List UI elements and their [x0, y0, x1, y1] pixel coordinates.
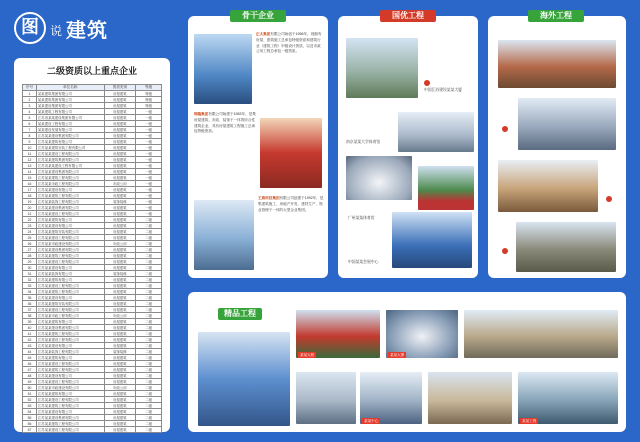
row-name: 江苏某某建设集团有限公司 — [36, 247, 104, 253]
row-index: 11 — [23, 151, 37, 157]
row-type: 房屋建筑 — [104, 427, 136, 433]
row-type: 房屋建筑 — [104, 331, 136, 337]
row-grade: 一级 — [136, 157, 162, 163]
enterprise-list-panel — [14, 58, 170, 432]
row-name: 某某建设集团有限公司 — [36, 103, 104, 109]
row-grade: 二级 — [136, 319, 162, 325]
row-index: 44 — [23, 349, 37, 355]
row-type: 房屋建筑 — [104, 229, 136, 235]
header-grade: 等级 — [136, 85, 162, 91]
excellent-caption-2: 南京某某大学体育馆 — [346, 140, 381, 144]
row-index: 3 — [23, 103, 37, 109]
row-name: 江苏某某建筑有限公司 — [36, 277, 104, 283]
row-name: 江苏某某建设有限公司 — [36, 295, 104, 301]
enterprise-table — [22, 84, 162, 433]
row-type: 房屋建筑 — [104, 253, 136, 259]
row-grade: 一级 — [136, 127, 162, 133]
row-name: 江苏某某建筑有限公司 — [36, 217, 104, 223]
row-name: 江苏某某市政建设有限公司 — [36, 385, 104, 391]
header-small-text: 说 — [50, 24, 63, 38]
row-grade: 二级 — [136, 421, 162, 427]
quality-photo-6 — [360, 372, 422, 424]
row-index: 21 — [23, 211, 37, 217]
excellent-title: 国优工程 — [380, 10, 436, 22]
row-grade: 二级 — [136, 241, 162, 247]
row-index: 12 — [23, 157, 37, 163]
row-grade: 一级 — [136, 163, 162, 169]
row-index: 56 — [23, 421, 37, 427]
overseas-photo-4 — [516, 222, 616, 272]
row-type: 房屋建筑 — [104, 103, 136, 109]
backbone-text-3: 王威科技集团有限公司创建于1992年，是集建筑施工、房地产开发、建材生产、物业管理于一体的大型企业集团。 — [258, 196, 324, 212]
row-grade: 二级 — [136, 277, 162, 283]
row-type: 房屋建筑 — [104, 343, 136, 349]
row-name: 江苏某某建设工程有限公司 — [36, 337, 104, 343]
row-name: 江苏某某建筑安装有限公司 — [36, 301, 104, 307]
quality-photo-5 — [296, 372, 356, 424]
row-index: 50 — [23, 385, 37, 391]
row-grade: 二级 — [136, 409, 162, 415]
row-name: 江苏某某建筑有限公司 — [36, 391, 104, 397]
row-name: 江苏某某建设工程有限公司 — [36, 427, 104, 433]
row-index: 37 — [23, 307, 37, 313]
row-grade: 二级 — [136, 229, 162, 235]
row-index: 26 — [23, 241, 37, 247]
row-name: 某某建筑集团有限公司 — [36, 91, 104, 97]
row-grade: 一级 — [136, 169, 162, 175]
header-index: 序号 — [23, 85, 37, 91]
overseas-photo-3 — [498, 160, 598, 212]
row-index: 38 — [23, 313, 37, 319]
overseas-photo-2 — [518, 98, 616, 150]
row-type: 市政公用 — [104, 181, 136, 187]
row-grade: 二级 — [136, 325, 162, 331]
row-index: 42 — [23, 337, 37, 343]
row-name: 江苏某某建设工程有限公司 — [36, 151, 104, 157]
row-name: 江苏某某建筑有限公司 — [36, 319, 104, 325]
table-row — [23, 427, 162, 433]
row-name: 江苏某某建筑工程有限公司 — [36, 289, 104, 295]
row-grade: 二级 — [136, 259, 162, 265]
row-type: 房屋建筑 — [104, 217, 136, 223]
row-type: 房屋建筑 — [104, 367, 136, 373]
row-name: 江苏某某建设集团有限公司 — [36, 205, 104, 211]
row-index: 35 — [23, 295, 37, 301]
overseas-pointer-1 — [502, 126, 508, 132]
row-type: 房屋建筑 — [104, 403, 136, 409]
row-name: 江苏某某建设工程有限公司 — [36, 379, 104, 385]
quality-caption-2: 某某大厦 — [390, 353, 405, 357]
row-grade: 一级 — [136, 193, 162, 199]
row-index: 30 — [23, 265, 37, 271]
row-grade: 二级 — [136, 235, 162, 241]
page-title: 建筑 — [66, 20, 108, 42]
row-index: 57 — [23, 427, 37, 433]
row-index: 20 — [23, 205, 37, 211]
row-name: 江苏某某市政工程有限公司 — [36, 181, 104, 187]
row-index: 31 — [23, 271, 37, 277]
excellent-caption-3: 广州某某体育馆 — [348, 216, 375, 220]
row-index: 45 — [23, 355, 37, 361]
header-type: 资质类别 — [104, 85, 136, 91]
row-index: 6 — [23, 121, 37, 127]
backbone-photo-3 — [194, 200, 254, 270]
quality-caption-3: 某某中心 — [364, 419, 379, 423]
row-index: 25 — [23, 235, 37, 241]
row-index: 15 — [23, 175, 37, 181]
row-name: 江苏某某建设有限公司 — [36, 343, 104, 349]
row-grade: 二级 — [136, 307, 162, 313]
row-type: 房屋建筑 — [104, 169, 136, 175]
row-type: 房屋建筑 — [104, 175, 136, 181]
row-grade: 一级 — [136, 133, 162, 139]
row-type: 装饰装修 — [104, 199, 136, 205]
row-grade: 一级 — [136, 121, 162, 127]
quality-title: 精品工程 — [218, 308, 262, 320]
row-grade: 二级 — [136, 349, 162, 355]
row-index: 9 — [23, 139, 37, 145]
header — [12, 12, 172, 48]
row-type: 房屋建筑 — [104, 211, 136, 217]
row-grade: 二级 — [136, 283, 162, 289]
row-grade: 一级 — [136, 199, 162, 205]
row-grade: 一级 — [136, 139, 162, 145]
row-grade: 二级 — [136, 379, 162, 385]
row-grade: 二级 — [136, 217, 162, 223]
row-name: 江苏省某某建设工程有限公司 — [36, 163, 104, 169]
row-type: 房屋建筑 — [104, 157, 136, 163]
row-grade: 一级 — [136, 145, 162, 151]
row-name: 江苏省某某建设集团有限公司 — [36, 115, 104, 121]
row-index: 4 — [23, 109, 37, 115]
row-type: 房屋建筑 — [104, 115, 136, 121]
overseas-panel — [488, 11, 626, 278]
quality-photo-2 — [296, 310, 380, 358]
row-index: 10 — [23, 145, 37, 151]
row-name: 江苏某某建设工程有限公司 — [36, 259, 104, 265]
excellent-caption-4: 中国某某会展中心 — [348, 260, 379, 264]
quality-caption-1: 某某大桥 — [300, 353, 315, 357]
row-name: 江苏某某建设有限公司 — [36, 373, 104, 379]
row-name: 江苏某某建设有限公司 — [36, 265, 104, 271]
row-grade: 一级 — [136, 151, 162, 157]
row-name: 江苏某某建筑工程有限公司 — [36, 175, 104, 181]
row-name: 江苏某某建筑安装有限公司 — [36, 229, 104, 235]
row-name: 江苏某某建设集团有限公司 — [36, 133, 104, 139]
row-type: 房屋建筑 — [104, 307, 136, 313]
row-name: 某某建筑集团有限公司 — [36, 97, 104, 103]
row-name: 江苏某某市政工程有限公司 — [36, 313, 104, 319]
excellent-photo-3 — [346, 156, 412, 200]
backbone-text-1: 正太集团有限公司始创于1956年，现拥有房屋、建筑施工总承包特级资质和建筑行业（建筑工程）甲级设计资质，以及市政公用工程总承包一级资质。 — [256, 32, 322, 54]
row-index: 55 — [23, 415, 37, 421]
row-grade: 二级 — [136, 253, 162, 259]
row-type: 房屋建筑 — [104, 277, 136, 283]
row-index: 28 — [23, 253, 37, 259]
backbone-panel — [188, 11, 328, 278]
overseas-title: 海外工程 — [528, 10, 584, 22]
row-type: 房屋建筑 — [104, 121, 136, 127]
row-grade: 二级 — [136, 247, 162, 253]
row-grade: 二级 — [136, 355, 162, 361]
row-grade: 二级 — [136, 361, 162, 367]
quality-caption-4: 某某工程 — [522, 419, 537, 423]
row-type: 房屋建筑 — [104, 397, 136, 403]
row-name: 江苏某某建筑集团有限公司 — [36, 157, 104, 163]
row-grade: 二级 — [136, 289, 162, 295]
row-grade: 二级 — [136, 397, 162, 403]
row-name: 某某建设发展有限公司 — [36, 127, 104, 133]
row-grade: 二级 — [136, 373, 162, 379]
row-index: 53 — [23, 403, 37, 409]
row-name: 江苏某某建筑工程有限公司 — [36, 193, 104, 199]
row-name: 江苏某某建设工程有限公司 — [36, 361, 104, 367]
row-index: 19 — [23, 199, 37, 205]
row-index: 34 — [23, 289, 37, 295]
row-type: 装饰装修 — [104, 349, 136, 355]
backbone-photo-1 — [194, 34, 252, 104]
row-name: 江苏某某建设集团有限公司 — [36, 325, 104, 331]
row-type: 房屋建筑 — [104, 283, 136, 289]
excellent-photo-1 — [346, 38, 418, 98]
row-name: 某某建设工程有限公司 — [36, 121, 104, 127]
row-index: 27 — [23, 247, 37, 253]
row-type: 房屋建筑 — [104, 325, 136, 331]
quality-photo-1 — [198, 332, 290, 426]
list-title: 二级资质以上重点企业 — [46, 66, 137, 76]
quality-panel — [188, 292, 626, 432]
row-index: 23 — [23, 223, 37, 229]
row-type: 房屋建筑 — [104, 379, 136, 385]
row-grade: 二级 — [136, 271, 162, 277]
row-type: 房屋建筑 — [104, 151, 136, 157]
row-index: 52 — [23, 397, 37, 403]
row-type: 装饰装修 — [104, 271, 136, 277]
quality-photo-7 — [428, 372, 512, 424]
row-name: 江苏某某建筑工程有限公司 — [36, 253, 104, 259]
row-name: 江苏某某建设工程有限公司 — [36, 235, 104, 241]
row-type: 房屋建筑 — [104, 319, 136, 325]
row-grade: 一级 — [136, 205, 162, 211]
quality-photo-8 — [518, 372, 618, 424]
row-type: 房屋建筑 — [104, 97, 136, 103]
row-type: 房屋建筑 — [104, 355, 136, 361]
row-type: 房屋建筑 — [104, 163, 136, 169]
row-grade: 一级 — [136, 181, 162, 187]
row-type: 市政公用 — [104, 313, 136, 319]
overseas-pointer-3 — [502, 248, 508, 254]
row-grade: 一级 — [136, 187, 162, 193]
row-grade: 二级 — [136, 427, 162, 433]
row-index: 22 — [23, 217, 37, 223]
row-type: 市政公用 — [104, 241, 136, 247]
row-index: 49 — [23, 379, 37, 385]
excellent-photo-5 — [392, 212, 472, 268]
row-type: 房屋建筑 — [104, 109, 136, 115]
row-grade: 二级 — [136, 295, 162, 301]
row-index: 13 — [23, 163, 37, 169]
row-index: 47 — [23, 367, 37, 373]
row-name: 江苏某某建设集团有限公司 — [36, 415, 104, 421]
row-grade: 二级 — [136, 415, 162, 421]
row-grade: 二级 — [136, 313, 162, 319]
row-index: 1 — [23, 91, 37, 97]
row-grade: 二级 — [136, 367, 162, 373]
row-type: 房屋建筑 — [104, 187, 136, 193]
row-name: 江苏某某建设工程有限公司 — [36, 307, 104, 313]
overseas-photo-1 — [498, 40, 616, 88]
row-name: 江苏某某建筑工程有限公司 — [36, 367, 104, 373]
backbone-photo-2 — [260, 118, 322, 188]
row-type: 房屋建筑 — [104, 223, 136, 229]
row-name: 江苏某某市政建设有限公司 — [36, 241, 104, 247]
row-grade: 二级 — [136, 331, 162, 337]
row-type: 房屋建筑 — [104, 193, 136, 199]
row-type: 房屋建筑 — [104, 337, 136, 343]
excellent-photo-2 — [398, 112, 474, 152]
row-index: 48 — [23, 373, 37, 379]
row-type: 房屋建筑 — [104, 259, 136, 265]
row-grade: 二级 — [136, 391, 162, 397]
quality-photo-4 — [464, 310, 618, 358]
row-index: 2 — [23, 97, 37, 103]
row-name: 某某建筑工程有限公司 — [36, 109, 104, 115]
row-grade: 一级 — [136, 211, 162, 217]
row-type: 房屋建筑 — [104, 301, 136, 307]
row-index: 54 — [23, 409, 37, 415]
row-index: 32 — [23, 277, 37, 283]
row-index: 41 — [23, 331, 37, 337]
row-type: 房屋建筑 — [104, 235, 136, 241]
row-index: 46 — [23, 361, 37, 367]
backbone-text-2: 锦隆集团有限公司始建于1983年，是集房屋建筑、市政、装饰于一体的综合性建筑企业，具有房屋建筑工程施工总承包特级资质。 — [194, 112, 256, 134]
row-index: 33 — [23, 283, 37, 289]
row-name: 江苏某某建设有限公司 — [36, 187, 104, 193]
row-index: 51 — [23, 391, 37, 397]
row-index: 18 — [23, 193, 37, 199]
row-name: 江苏某某建筑有限公司 — [36, 139, 104, 145]
row-index: 17 — [23, 187, 37, 193]
row-type: 房屋建筑 — [104, 415, 136, 421]
row-type: 房屋建筑 — [104, 295, 136, 301]
row-name: 江苏某某建筑安装工程有限公司 — [36, 145, 104, 151]
row-type: 房屋建筑 — [104, 205, 136, 211]
quality-photo-3 — [386, 310, 458, 358]
row-type: 房屋建筑 — [104, 127, 136, 133]
row-index: 7 — [23, 127, 37, 133]
row-grade: 二级 — [136, 337, 162, 343]
row-grade: 一级 — [136, 115, 162, 121]
row-name: 江苏某某建设工程有限公司 — [36, 211, 104, 217]
row-name: 江苏某某建设工程有限公司 — [36, 397, 104, 403]
row-name: 江苏某某装饰工程有限公司 — [36, 349, 104, 355]
row-index: 40 — [23, 325, 37, 331]
overseas-pointer-2 — [606, 196, 612, 202]
row-name: 江苏某某建筑工程有限公司 — [36, 421, 104, 427]
row-index: 39 — [23, 319, 37, 325]
backbone-title: 骨干企业 — [230, 10, 286, 22]
row-type: 房屋建筑 — [104, 421, 136, 427]
row-name: 江苏某某建筑工程有限公司 — [36, 403, 104, 409]
logo-icon: 图 — [14, 12, 46, 44]
row-type: 房屋建筑 — [104, 391, 136, 397]
row-grade: 二级 — [136, 301, 162, 307]
row-type: 房屋建筑 — [104, 409, 136, 415]
row-grade: 特级 — [136, 103, 162, 109]
header-name: 单位名称 — [36, 85, 104, 91]
row-grade: 一级 — [136, 109, 162, 115]
row-index: 8 — [23, 133, 37, 139]
row-type: 房屋建筑 — [104, 145, 136, 151]
row-grade: 特级 — [136, 97, 162, 103]
excellent-pointer-1 — [424, 80, 430, 86]
row-type: 房屋建筑 — [104, 247, 136, 253]
row-name: 江苏某某建设集团有限公司 — [36, 169, 104, 175]
row-name: 江苏某某建筑工程有限公司 — [36, 331, 104, 337]
row-type: 房屋建筑 — [104, 289, 136, 295]
row-grade: 二级 — [136, 265, 162, 271]
row-type: 市政公用 — [104, 385, 136, 391]
row-grade: 特级 — [136, 91, 162, 97]
row-index: 29 — [23, 259, 37, 265]
row-name: 江苏某某装饰工程有限公司 — [36, 199, 104, 205]
row-grade: 一级 — [136, 175, 162, 181]
row-index: 36 — [23, 301, 37, 307]
row-grade: 二级 — [136, 403, 162, 409]
row-index: 16 — [23, 181, 37, 187]
row-type: 房屋建筑 — [104, 139, 136, 145]
row-name: 江苏某某装饰有限公司 — [36, 271, 104, 277]
row-index: 14 — [23, 169, 37, 175]
row-type: 房屋建筑 — [104, 361, 136, 367]
row-grade: 二级 — [136, 223, 162, 229]
row-index: 24 — [23, 229, 37, 235]
row-type: 房屋建筑 — [104, 133, 136, 139]
row-name: 江苏某某建设工程有限公司 — [36, 283, 104, 289]
row-type: 房屋建筑 — [104, 373, 136, 379]
excellent-photo-4 — [418, 166, 474, 210]
row-index: 5 — [23, 115, 37, 121]
row-grade: 二级 — [136, 343, 162, 349]
excellent-panel — [338, 11, 478, 278]
row-name: 江苏某某建设有限公司 — [36, 223, 104, 229]
row-name: 江苏某某建设有限公司 — [36, 409, 104, 415]
row-type: 房屋建筑 — [104, 265, 136, 271]
row-index: 43 — [23, 343, 37, 349]
row-grade: 二级 — [136, 385, 162, 391]
excellent-caption-1: 中国江苏建设某某大厦 — [424, 88, 462, 92]
row-name: 江苏某某建筑有限公司 — [36, 355, 104, 361]
row-type: 房屋建筑 — [104, 91, 136, 97]
